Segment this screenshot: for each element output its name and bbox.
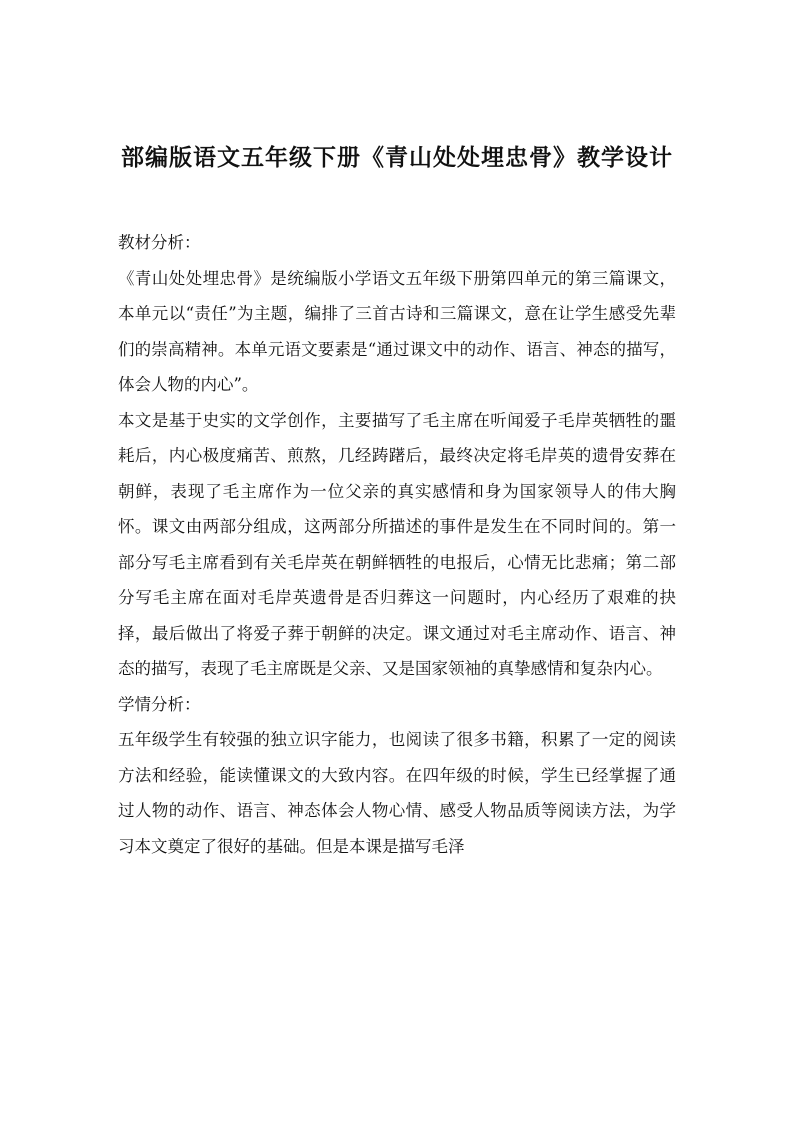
document-body [118,225,676,864]
section-heading-textbook-analysis: 教材分析： [118,233,201,252]
paragraph-student-analysis: 五年级学生有较强的独立识字能力，也阅读了很多书籍，积累了一定的阅读方法和经验，能读懂课文的大致内容。在四年级的时候，学生已经掌握了通过人物的动作、语言、神态体会人物心情、感受人物品质等阅读方法，为学习本文奠定了很好的基础。但是本课是描写毛泽 [118,730,676,856]
paragraph-text-summary: 本文是基于史实的文学创作，主要描写了毛主席在听闻爱子毛岸英牺牲的噩耗后，内心极度痛苦、煎熬，几经踌躇后，最终决定将毛岸英的遗骨安葬在朝鲜，表现了毛主席作为一位父亲的真实感情和身为国家领导人的伟大胸怀。课文由两部分组成，这两部分所描述的事件是发生在不同时间的。第一部分写毛主席看到有关毛岸英在朝鲜牺牲的电报后，心情无比悲痛；第二部分写毛主席在面对毛岸英遗骨是否归葬这一问题时，内心经历了艰难的抉择，最后做出了将爱子葬于朝鲜的决定。课文通过对毛主席动作、语言、神态的描写，表现了毛主席既是父亲、又是国家领袖的真挚感情和复杂内心。 [118,410,676,678]
section-heading-student-analysis: 学情分析： [118,694,201,714]
paragraph-textbook-intro: 《青山处处埋忠骨》是统编版小学语文五年级下册第四单元的第三篇课文，本单元以“责任”为主题，编排了三首古诗和三篇课文，意在让学生感受先辈们的崇高精神。本单元语文要素是“通过课文中的动作、语言、神态的描写，体会人物的内心”。 [118,268,676,394]
document-title: 部编版语文五年级下册《青山处处埋忠骨》教学设计 [121,144,673,171]
